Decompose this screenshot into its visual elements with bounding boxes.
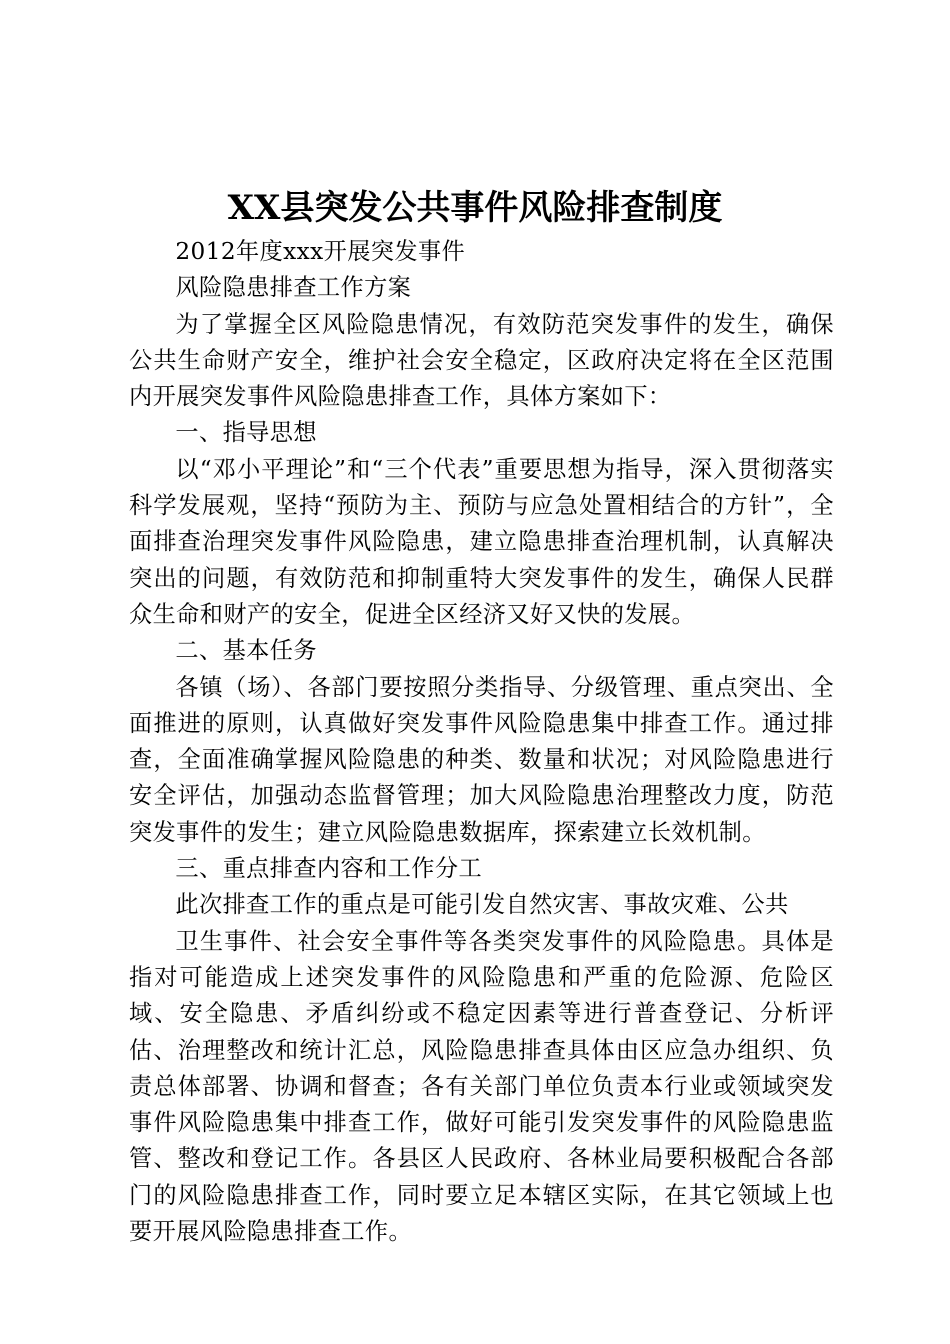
paragraph-intro: 为了掌握全区风险隐患情况，有效防范突发事件的发生，确保公共生命财产安全，维护社会安全稳定，区政府决定将在全区范围内开展突发事件风险隐患排查工作，具体方案如下： (129, 310, 834, 411)
paragraph-plan-heading: 风险隐患排查工作方案 (175, 274, 412, 302)
paragraph-key-content-start: 此次排查工作的重点是可能引发自然灾害、事故灾难、公共 (175, 891, 789, 919)
section-heading-key-content: 三、重点排查内容和工作分工 (175, 855, 483, 883)
section-heading-guiding-thought: 一、指导思想 (175, 419, 317, 447)
paragraph-key-content: 卫生事件、社会安全事件等各类突发事件的风险隐患。具体是指对可能造成上述突发事件的风险隐患和严重的危险源、危险区域、安全隐患、矛盾纠纷或不稳定因素等进行普查登记、分析评估、治理整改和统计汇总，风险隐患排查具体由区应急办组织、负责总体部署、协调和督查；各有关部门单位负责本行业或领域突发事件风险隐患集中排查工作，做好可能引发突发事件的风险隐患监管、整改和登记工作。各县区人民政府、各林业局要积极配合各部门的风险隐患排查工作，同时要立足本辖区实际，在其它领域上也要开展风险隐患排查工作。 (129, 927, 834, 1246)
document-body (129, 234, 834, 1250)
section-heading-basic-tasks: 二、基本任务 (175, 637, 317, 665)
paragraph-basic-tasks: 各镇（场）、各部门要按照分类指导、分级管理、重点突出、全面推进的原则，认真做好突发事件风险隐患集中排查工作。通过排查，全面准确掌握风险隐患的种类、数量和状况；对风险隐患进行安全评估，加强动态监督管理；加大风险隐患治理整改力度，防范突发事件的发生；建立风险隐患数据库，探索建立长效机制。 (129, 673, 834, 846)
document-title: XX县突发公共事件风险排查制度 (227, 188, 723, 228)
paragraph-guiding-thought: 以“邓小平理论”和“三个代表”重要思想为指导，深入贯彻落实科学发展观，坚持“预防为主、预防与应急处置相结合的方针”，全面排查治理突发事件风险隐患，建立隐患排查治理机制，认真解决突出的问题，有效防范和抑制重特大突发事件的发生，确保人民群众生命和财产的安全，促进全区经济又好又快的发展。 (129, 455, 834, 628)
paragraph-year-heading: 2012年度xxx开展突发事件 (175, 238, 466, 265)
